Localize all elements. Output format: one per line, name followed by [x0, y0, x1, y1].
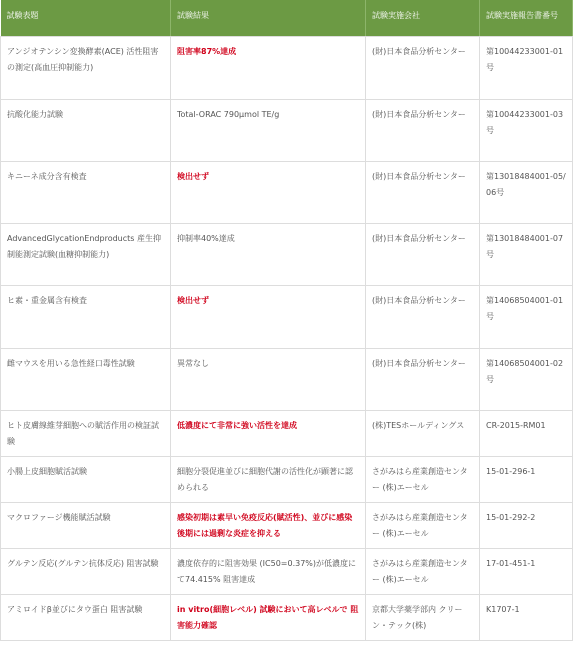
cell-test-title: マクロファージ機能賦活試験: [1, 502, 171, 548]
table-row: [1, 36, 573, 99]
cell-test-result: 異常なし: [171, 348, 366, 410]
table-row: [1, 410, 573, 456]
cell-report-number: 15-01-296-1: [480, 456, 573, 502]
cell-test-result: in vitro(細胞レベル) 試験において高レベルで 阻害能力確認: [171, 594, 366, 640]
cell-report-number: 第13018484001-07号: [480, 223, 573, 285]
cell-test-company: さがみはら産業創造センター (株)エーセル: [366, 502, 480, 548]
table-row: [1, 161, 573, 223]
cell-report-number: 17-01-451-1: [480, 548, 573, 594]
header-test-company: 試験実施会社: [366, 0, 480, 36]
cell-test-result: 細胞分裂促進並びに細胞代謝の活性化が顕著に認められる: [171, 456, 366, 502]
table-row: [1, 456, 573, 502]
table-row: [1, 594, 573, 640]
header-test-result: 試験結果: [171, 0, 366, 36]
cell-test-company: (財)日本食品分析センター: [366, 99, 480, 161]
cell-test-result: 阻害率87%達成: [171, 36, 366, 99]
header-test-title: 試験表題: [1, 0, 171, 36]
cell-test-result: 濃度依存的に阻害効果 (IC50=0.37%)が低濃度にて74.415% 阻害達成: [171, 548, 366, 594]
cell-test-result: 検出せず: [171, 161, 366, 223]
cell-test-company: (財)日本食品分析センター: [366, 285, 480, 348]
table-row: [1, 548, 573, 594]
table-row: [1, 223, 573, 285]
table-row: [1, 348, 573, 410]
cell-test-title: 小腸上皮細胞賦活試験: [1, 456, 171, 502]
cell-test-result: 低濃度にて非常に強い活性を達成: [171, 410, 366, 456]
cell-report-number: 第10044233001-01号: [480, 36, 573, 99]
cell-test-title: アミロイドβ並びにタウ蛋白 阻害試験: [1, 594, 171, 640]
cell-test-company: 京都大学薬学部内 クリーン・テック(株): [366, 594, 480, 640]
cell-test-result: 抑制率40%達成: [171, 223, 366, 285]
cell-test-title: 雌マウスを用いる急性経口毒性試験: [1, 348, 171, 410]
cell-test-company: さがみはら産業創造センター (株)エーセル: [366, 456, 480, 502]
cell-report-number: 15-01-292-2: [480, 502, 573, 548]
cell-test-title: AdvancedGlycationEndproducts 産生抑制能測定試験(血糖抑制能力): [1, 223, 171, 285]
header-report-number: 試験実施報告書番号: [480, 0, 573, 36]
cell-report-number: 第10044233001-03号: [480, 99, 573, 161]
cell-test-result: 感染初期は素早い免疫反応(賦活性)、並びに感染後期には過剰な炎症を抑える: [171, 502, 366, 548]
cell-test-company: (財)日本食品分析センター: [366, 223, 480, 285]
table-row: [1, 502, 573, 548]
cell-test-company: さがみはら産業創造センター (株)エーセル: [366, 548, 480, 594]
table-header-row: [1, 0, 573, 36]
cell-report-number: CR-2015-RM01: [480, 410, 573, 456]
cell-test-title: ヒ素・重金属含有検査: [1, 285, 171, 348]
cell-test-title: アンジオテンシン変換酵素(ACE) 活性阻害の測定(高血圧抑制能力): [1, 36, 171, 99]
cell-test-company: (株)TESホールディングス: [366, 410, 480, 456]
cell-report-number: K1707-1: [480, 594, 573, 640]
cell-report-number: 第14068504001-02号: [480, 348, 573, 410]
cell-test-company: (財)日本食品分析センター: [366, 348, 480, 410]
cell-test-title: グルテン反応(グルテン抗体反応) 阻害試験: [1, 548, 171, 594]
cell-test-company: (財)日本食品分析センター: [366, 161, 480, 223]
table-row: [1, 285, 573, 348]
cell-test-result: Total-ORAC 790μmol TE/g: [171, 99, 366, 161]
cell-report-number: 第14068504001-01号: [480, 285, 573, 348]
cell-test-title: キニーネ成分含有検査: [1, 161, 171, 223]
cell-test-result: 検出せず: [171, 285, 366, 348]
table-row: [1, 99, 573, 161]
cell-test-title: ヒト皮膚線維芽細胞への賦活作用の検証試験: [1, 410, 171, 456]
cell-report-number: 第13018484001-05/06号: [480, 161, 573, 223]
cell-test-company: (財)日本食品分析センター: [366, 36, 480, 99]
cell-test-title: 抗酸化能力試験: [1, 99, 171, 161]
